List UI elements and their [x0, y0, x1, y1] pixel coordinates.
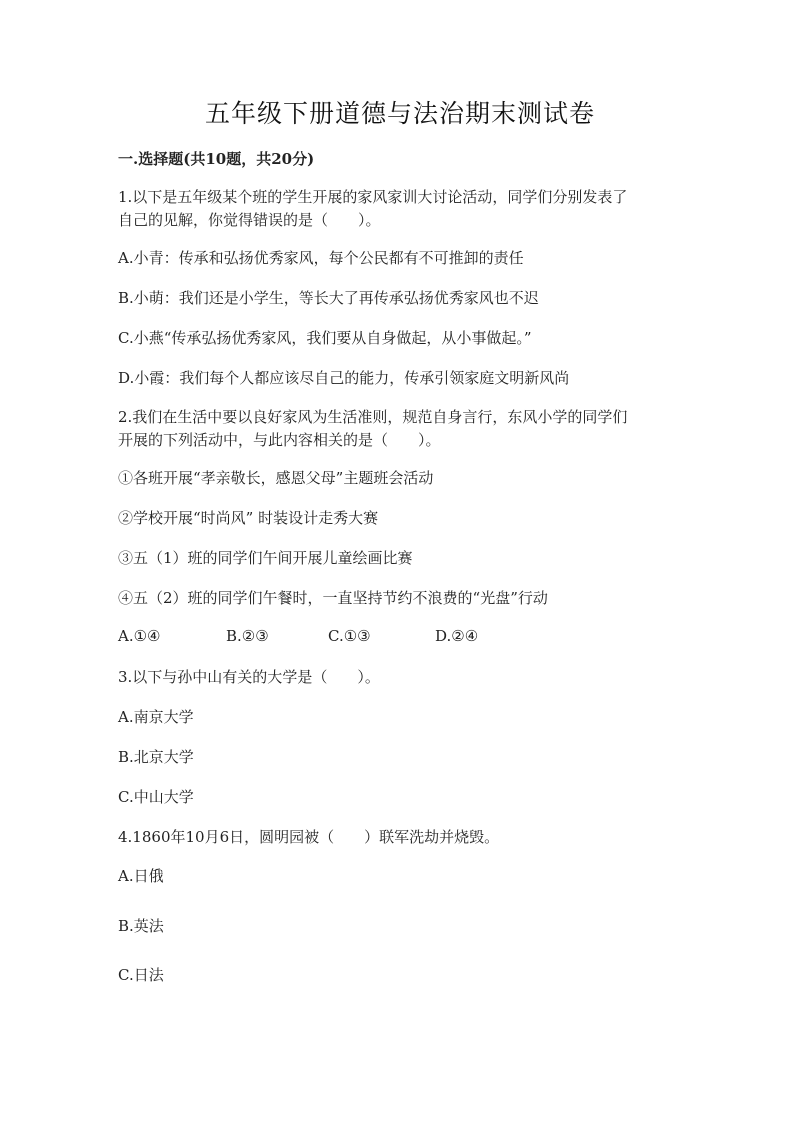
question-2-option-a: A.①④	[118, 627, 161, 645]
section-heading: 一.选择题(共10题，共20分)	[118, 150, 315, 168]
question-2-option-d: D.②④	[435, 627, 479, 645]
question-2-item-4: ④五（2）班的同学们午餐时，一直坚持节约不浪费的“光盘”行动	[118, 589, 548, 607]
question-2-options-row	[118, 627, 678, 649]
question-2-option-c: C.①③	[328, 627, 371, 645]
exam-title: 五年级下册道德与法治期末测试卷	[204, 99, 595, 128]
question-2-item-3: ③五（1）班的同学们午间开展儿童绘画比赛	[118, 549, 413, 567]
question-4-option-a: A.日俄	[118, 867, 164, 885]
question-4-option-c: C.日法	[118, 966, 164, 984]
question-2-option-b: B.②③	[226, 627, 269, 645]
question-3-stem: 3.以下与孙中山有关的大学是（ ）。	[118, 668, 380, 686]
question-4-stem: 4.1860年10月6日，圆明园被（ ）联军洗劫并烧毁。	[118, 828, 500, 846]
question-2-stem-line2: 开展的下列活动中，与此内容相关的是（ ）。	[118, 431, 441, 449]
question-1-stem-line1: 1.以下是五年级某个班的学生开展的家风家训大讨论活动，同学们分别发表了	[118, 188, 628, 206]
question-2-item-1: ①各班开展“孝亲敬长，感恩父母”主题班会活动	[118, 469, 434, 487]
question-3-option-a: A.南京大学	[118, 708, 194, 726]
question-3-option-c: C.中山大学	[118, 788, 194, 806]
question-1-option-d: D.小霞：我们每个人都应该尽自己的能力，传承引领家庭文明新风尚	[118, 369, 570, 387]
question-1-stem-line2: 自己的见解，你觉得错误的是（ ）。	[118, 211, 381, 229]
question-3-option-b: B.北京大学	[118, 748, 194, 766]
question-2-stem-line1: 2.我们在生活中要以良好家风为生活准则，规范自身言行，东风小学的同学们	[118, 408, 628, 426]
question-1-option-a: A.小青：传承和弘扬优秀家风，每个公民都有不可推卸的责任	[118, 249, 524, 267]
question-1-option-b: B.小萌：我们还是小学生，等长大了再传承弘扬优秀家风也不迟	[118, 289, 539, 307]
question-1-option-c: C.小燕“传承弘扬优秀家风，我们要从自身做起，从小事做起。”	[118, 329, 532, 347]
question-4-option-b: B.英法	[118, 917, 164, 935]
question-2-item-2: ②学校开展“时尚风” 时装设计走秀大赛	[118, 509, 379, 527]
